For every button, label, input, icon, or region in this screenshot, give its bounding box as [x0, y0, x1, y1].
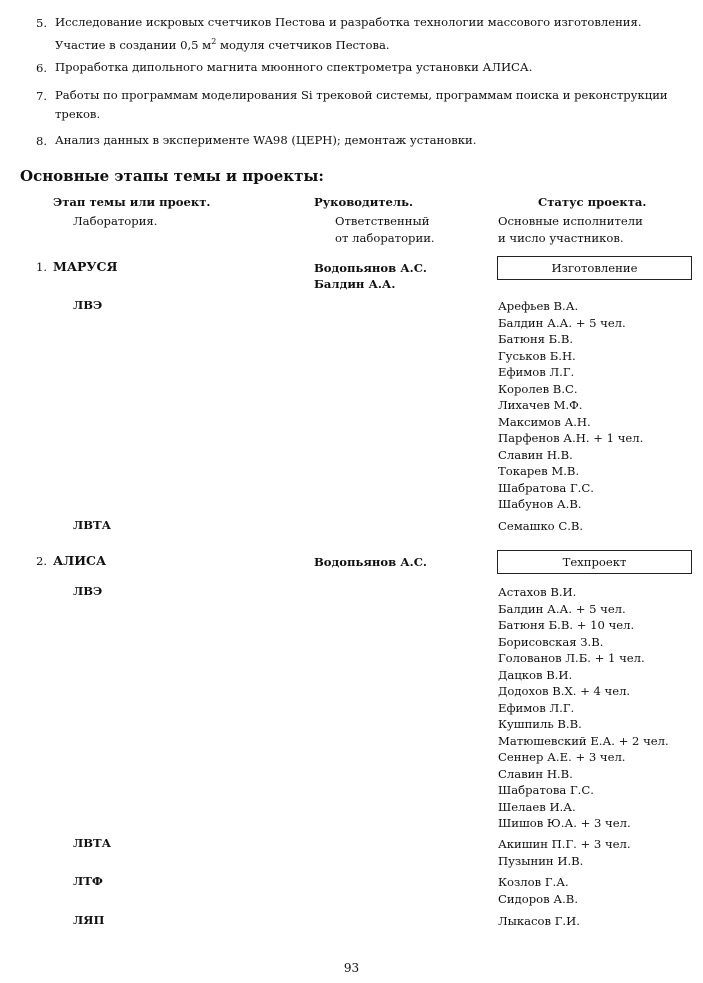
list-item: Лихачев М.Ф. — [498, 398, 583, 412]
project-leader: Водопьянов А.С. — [314, 555, 427, 569]
people-list — [498, 874, 578, 907]
list-item: Батюня Б.В. — [498, 332, 574, 346]
list-item: Балдин А.А. + 5 чел. — [498, 315, 626, 330]
list-item: Ефимов Л.Г. — [498, 365, 575, 379]
list-item: Пузынин И.В. — [498, 853, 584, 868]
list-item: Додохов В.Х. + 4 чел. — [498, 684, 631, 698]
project-number: 1. — [36, 260, 48, 274]
lab-label: ЛВЭ — [73, 584, 103, 598]
list-item: Астахов В.И. — [498, 585, 577, 599]
people-list — [498, 913, 580, 930]
list-item: Дацков В.И. — [498, 667, 573, 682]
project-number: 2. — [36, 554, 48, 568]
project-leader: Балдин А.А. — [314, 277, 396, 291]
list-item: Батюня Б.В. + 10 чел. — [498, 618, 635, 632]
list-item: Ефимов Л.Г. — [498, 700, 575, 715]
column-subheader-responsible: Ответственный — [335, 214, 430, 228]
list-item: Проработка дипольного магнита мюонного спектрометра установки АЛИСА. — [55, 60, 533, 74]
list-item: Токарев М.В. — [498, 464, 580, 478]
list-item: Шабратова Г.С. — [498, 783, 594, 797]
list-item: Шишов Ю.А. + 3 чел. — [498, 816, 631, 830]
list-item: Семашко С.В. — [498, 519, 584, 533]
list-item: Исследование искровых счетчиков Пестова и разработка технологии массового изготовления. Участие в создании 0,5 $м^2$ модуля счетчиков Пестова. — [55, 15, 642, 52]
people-list — [498, 836, 631, 869]
lab-label: ЛВТА — [73, 836, 112, 850]
project-name: МАРУСЯ — [53, 259, 118, 274]
list-item: Сидоров А.В. — [498, 891, 579, 906]
list-item: Гуськов Б.Н. — [498, 348, 576, 363]
list-item: Балдин А.А. + 5 чел. — [498, 601, 626, 616]
people-list — [498, 298, 643, 513]
item-number: 5. — [36, 16, 48, 30]
list-item: Славин Н.В. — [498, 447, 573, 462]
item-number: 6. — [36, 61, 48, 75]
people-list — [498, 518, 583, 535]
item-number: 7. — [36, 89, 48, 103]
list-item: Арефьев В.А. — [498, 299, 579, 313]
section-heading: Основные этапы темы и проекты: — [20, 167, 324, 185]
list-item: Шабунов А.В. — [498, 497, 582, 511]
list-item: Козлов Г.А. — [498, 875, 569, 889]
list-item: Шабратова Г.С. — [498, 480, 594, 495]
lab-label: ЛВТА — [73, 518, 112, 532]
list-item: Голованов Л.Б. + 1 чел. — [498, 651, 645, 665]
project-leader: Водопьянов А.С. — [314, 261, 427, 275]
list-item: Кушпиль В.В. — [498, 717, 582, 731]
page-number: 93 — [343, 961, 360, 975]
lab-label: ЛВЭ — [73, 298, 103, 312]
column-subheader-performers: Основные исполнители — [498, 214, 643, 228]
list-item: Королев В.С. — [498, 381, 578, 396]
list-item: Славин Н.В. — [498, 766, 573, 781]
column-header-stage: Этап темы или проект. — [53, 195, 211, 209]
status-badge: Изготовление — [497, 256, 692, 280]
list-item: Матюшевский Е.А. + 2 чел. — [498, 733, 669, 748]
list-item: Шелаев И.А. — [498, 799, 576, 814]
list-item: Анализ данных в эксперименте WA98 (ЦЕРН); демонтаж установки. — [55, 133, 477, 147]
list-item: Парфенов А.Н. + 1 чел. — [498, 431, 644, 445]
list-item: Лыкасов Г.И. — [498, 914, 580, 928]
column-header-leader: Руководитель. — [314, 195, 413, 209]
column-subheader-count: и число участников. — [498, 231, 624, 245]
list-item: Сеннер А.Е. + 3 чел. — [498, 750, 626, 764]
column-subheader-lab: Лаборатория. — [73, 214, 158, 228]
column-header-status: Статус проекта. — [538, 195, 647, 209]
project-name: АЛИСА — [53, 553, 107, 568]
status-badge: Техпроект — [497, 550, 692, 574]
list-item: Работы по программам моделирования Si трековой системы, программам поиска и реконструкции треков. — [55, 88, 668, 121]
lab-label: ЛТФ — [73, 874, 103, 888]
list-item: Максимов А.Н. — [498, 414, 591, 429]
column-subheader-responsible-2: от лаборатории. — [335, 231, 435, 245]
item-number: 8. — [36, 134, 48, 148]
list-item: Борисовская З.В. — [498, 634, 604, 649]
people-list — [498, 584, 669, 832]
lab-label: ЛЯП — [73, 913, 105, 927]
list-item: Акишин П.Г. + 3 чел. — [498, 837, 631, 851]
